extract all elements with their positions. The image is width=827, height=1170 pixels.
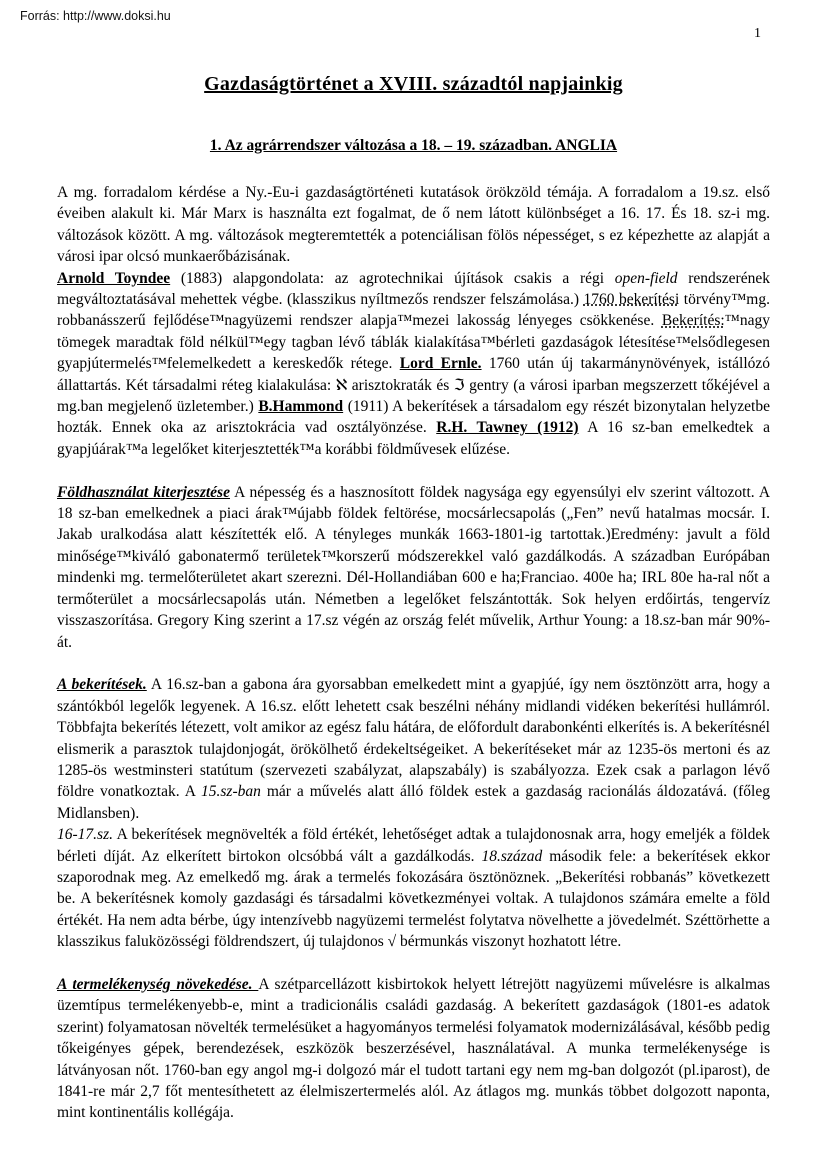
source-url-header: Forrás: http://www.doksi.hu bbox=[20, 9, 171, 23]
text-run: A 16.sz-ban a gabona ára gyorsabban emelkedett mint a gyapjúé, így nem ösztönzött arra, hogy a szántókból legelők legyenek. A 16.sz. előtt lehetett csak beszélni néhány midlandi vidéken bekerítési hullámról. Többfajta bekerítés létezett, volt amikor az egész falu hátára, de előfordult darabonkénti elkerítés is. A bekerítésnél elismerik a parasztok tulajdonjogát, örökölhető érdekeltségeiket. A bekerítéseket már az 1235-ös mertoni és az 1285-ös westminsteri statútum (szervezeti szabályzat, alapszabály) is szabályozza. Ezek csak a parlagon lévő földre vonatkoztak. A bbox=[57, 676, 770, 801]
text-run: A termelékenység növekedése. bbox=[57, 975, 259, 993]
text-run: A 16 sz-ban emelkedtek a gyapjúárak™a legelőket kiterjesztették™a korábbi földművesek elűzése. bbox=[57, 419, 770, 458]
text-run: A népesség és a hasznosított földek nagysága egy egyensúlyi elv szerint változott. A 18 sz-ban emelkednek a piaci árak™újabb földek feltörése, mocsárlecsapolás („Fen” nevű hatalmas mocsár. I. Jakab uralkodása alatt készítették elő. A tényleges munkák 1663-1801-ig tartottak.)Eredmény: javult a föld minősége™kiváló gabonatermő területek™korszerű módszerekkel való gazdálkodás. A században Európában mindenki mg. termelőterületet akart szerezni. Dél-Hollandiában 600 e ha;Franciao. 400e ha; IRL 80e ha-ral nőt a termőterület a mocsárlecsapolás után. Németben a legelőket felszántották. Sok helyen erdőirtás, tengervíz visszaszorítása. Gregory King szerint a 17.sz végén az ország felét művelik, Arthur Young: a 18.sz-ban már 90%-át. bbox=[57, 483, 771, 651]
text-run: Lord Ernle. bbox=[399, 355, 482, 373]
text-run: A mg. forradalom kérdése a Ny.-Eu-i gazdaságtörténeti kutatások örökzöld témája. A forradalom a 19.sz. első éveiben alakult ki. Már Marx is használta ezt fogalmat, de ő nem látott különbséget a 16. 17. És 18. sz-i mg. változások között. A mg. változások megteremtették a potenciálisan fölös népességet, s ez képezhette az alapját a városi ipar olcsó munkaerőbázisának. bbox=[57, 184, 770, 266]
text-run: (1883) alapgondolata: az agrotechnikai újítások csakis a régi bbox=[170, 269, 615, 287]
text-run: Arnold Toyndee bbox=[57, 269, 171, 287]
section-heading: 1. Az agrárrendszer változása a 18. – 19. században. ANGLIA bbox=[209, 137, 618, 154]
text-run: A bekerítések. bbox=[57, 676, 147, 694]
text-run: 15.sz-ban bbox=[201, 783, 261, 801]
text-run: Földhasználat kiterjesztése bbox=[57, 483, 230, 501]
document-title: Gazdaságtörténet a XVIII. századtól napjainkig bbox=[204, 73, 623, 95]
page-number: 1 bbox=[754, 26, 761, 41]
paragraph bbox=[57, 974, 770, 1124]
text-run: 1760 bekerítési bbox=[583, 291, 680, 309]
paragraph bbox=[57, 674, 770, 824]
paragraph bbox=[57, 182, 770, 268]
paragraph bbox=[57, 824, 770, 952]
text-run: ™nagy tömegek maradtak föld nélkül™egy tagban lévő táblák kialakítása™bérleti gazdaságok létesítése™elsődlegesen gyapjútermelés™felemelkedett a kereskedők rétege. bbox=[57, 312, 770, 373]
text-run: törvény™mg. robbanásszerű fejlődése™nagyüzemi rendszer alapja™mezei lakosság lényeges csökkenése. bbox=[57, 291, 770, 330]
paragraph bbox=[57, 268, 770, 461]
text-run: rendszerének megváltoztatásával mehettek végbe. (klasszikus nyíltmezős rendszer felszámolása.) bbox=[57, 269, 770, 309]
text-run: második fele: a bekerítések ekkor szaporodnak meg. Az emelkedő mg. árak a termelés fokozására ösztönöznek. „Bekerítési robbanás” következett be. A bekerítésnek komoly gazdasági és társadalmi következményei voltak. A tulajdonos számára emelte a föld értékét. Ha nem adta bérbe, úgy intenzívebb nagyüzemi termelést folytatva növelhette a jövedelmét. Széttörhette a klasszikus faluközösségi földrendszert, új tulajdonos √ bérmunkás viszonyt hozhatott létre. bbox=[57, 847, 770, 951]
text-run: R.H. Tawney (1912) bbox=[436, 419, 579, 437]
text-run: már a művelés alatt álló földek estek a gazdaság racionálás áldozatává. (főleg Midlansben). bbox=[57, 783, 770, 822]
text-run: open-field bbox=[614, 269, 678, 287]
text-run: 1760 után új takarmánynövények, istállózó állattartás. Két társadalmi réteg kialakulása: ℵ arisztokraták és ℑ gentry (a városi iparban megszerzett tőkéjével a mg.ban megjelenő üzletember.) bbox=[57, 355, 771, 416]
text-run: (1911) A bekerítések a társadalom egy részét bizonytalan helyzetbe hozták. Ennek oka az arisztokrácia vad osztályönzése. bbox=[57, 398, 770, 437]
document-body bbox=[57, 182, 770, 1124]
text-run: B.Hammond bbox=[258, 398, 344, 416]
text-run: A szétparcellázott kisbirtokok helyett létrejött nagyüzemi művelésre is alkalmas üzemtípus termelékenyebb-e, mint a tradicionális családi gazdaság. A bekerített gazdaságok (1801-es adatok szerint) folyamatosan növelték termelésüket a hagyományos termelési folyamatok modernizálásával, később pedig tőkeigényes gépek, berendezések, eszközök beszerzésével, használatával. A munka termelékenysége is látványosan nőt. 1760-ban egy angol mg-i dolgozó már el tudott tartani egy nem mg-ban dolgozót (pl.iparost), de 1841-re már 2,7 főt mentesíthetett az élelmiszertermelés alól. Az átlagos mg. munkás többet dolgozott naponta, mint kontinentális kollégája. bbox=[57, 975, 770, 1122]
text-run: 18.század bbox=[481, 847, 543, 865]
paragraph bbox=[57, 482, 770, 653]
text-run: A bekerítések megnövelték a föld értékét, lehetőséget adtak a tulajdonosnak arra, hogy emeljék a földek bérleti díját. Az elkerített birtokon olcsóbbá vált a gazdálkodás. bbox=[57, 826, 770, 865]
text-run: 16-17.sz. bbox=[57, 826, 113, 844]
text-run: Bekerítés: bbox=[661, 312, 725, 330]
